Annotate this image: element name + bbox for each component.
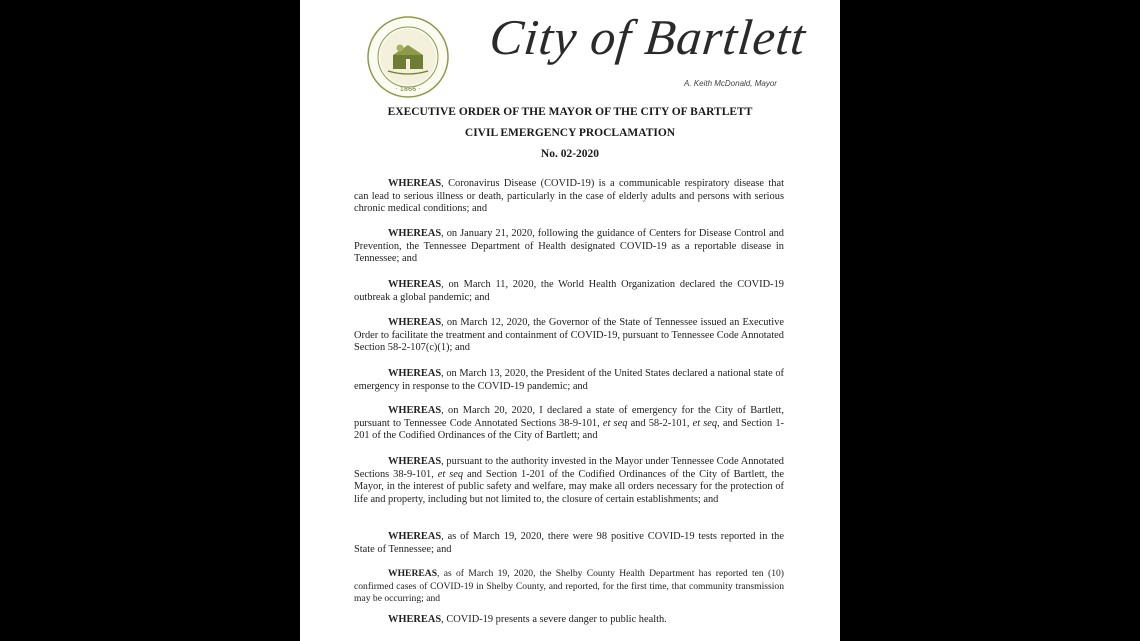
citation-italic: et seq bbox=[437, 468, 464, 480]
order-title: EXECUTIVE ORDER OF THE MAYOR OF THE CITY OF BARTLETT bbox=[387, 106, 753, 118]
order-number: No. 02-2020 bbox=[540, 148, 600, 160]
whereas-lead: WHEREAS bbox=[388, 368, 442, 379]
whereas-lead: WHEREAS bbox=[388, 279, 442, 290]
document-page bbox=[300, 0, 840, 641]
citation-italic: et seq bbox=[602, 417, 628, 429]
whereas-paragraph-3: WHEREAS, on March 11, 2020, the World Health Organization declared the COVID-19 outbreak a global pandemic; and bbox=[354, 279, 784, 303]
proclamation-title: CIVIL EMERGENCY PROCLAMATION bbox=[464, 127, 676, 139]
whereas-lead: WHEREAS bbox=[388, 317, 442, 328]
whereas-paragraph-5: WHEREAS, on March 13, 2020, the President of the United States declared a national state of emergency in response to the COVID-19 pandemic; and bbox=[354, 368, 784, 392]
whereas-paragraph-6: WHEREAS, on March 20, 2020, I declared a state of emergency for the City of Bartlett, pursuant to Tennessee Code Annotated Sections 38-9-101, et seq and 58-2-101, et seq, and Section 1-201 of the Codified Ordinances of the City of Bartlett; and bbox=[354, 405, 784, 442]
whereas-paragraph-2: WHEREAS, on January 21, 2020, following the guidance of Centers for Disease Control and Prevention, the Tennessee Department of Health designated COVID-19 as a reportable disease in Tennessee; and bbox=[354, 228, 784, 265]
whereas-paragraph-9: WHEREAS, as of March 19, 2020, the Shelby County Health Department has reported ten (10) confirmed cases of COVID-19 in Shelby County, and reported, for the first time, that community transmission may be occurring; and bbox=[354, 568, 784, 605]
whereas-paragraph-7: WHEREAS, pursuant to the authority invested in the Mayor under Tennessee Code Annotated Sections 38-9-101, et seq and Section 1-201 of the Codified Ordinances of the City of Bartlett, the Mayor, in the interest of public safety and welfare, may make all orders necessary for the protection of life and property, including but not limited to, the closure of certain establishments; and bbox=[354, 456, 784, 505]
whereas-paragraph-8: WHEREAS, as of March 19, 2020, there were 98 positive COVID-19 tests reported in the State of Tennessee; and bbox=[354, 531, 784, 555]
whereas-lead: WHEREAS bbox=[388, 228, 442, 239]
whereas-lead: WHEREAS bbox=[388, 456, 442, 467]
whereas-paragraph-10: WHEREAS, COVID-19 presents a severe danger to public health. bbox=[388, 614, 667, 625]
mayor-name: A. Keith McDonald, Mayor bbox=[684, 79, 777, 88]
whereas-lead: WHEREAS bbox=[388, 178, 442, 189]
svg-text:· 1866 ·: · 1866 · bbox=[395, 85, 421, 93]
citation-italic: et seq bbox=[692, 417, 718, 429]
whereas-paragraph-4: WHEREAS, on March 12, 2020, the Governor of the State of Tennessee issued an Executive Order to facilitate the treatment and containment of COVID-19, pursuant to Tennessee Code Annotated Section 58-2-107(c)(1); and bbox=[354, 317, 784, 354]
city-seal-icon bbox=[366, 15, 450, 99]
whereas-paragraph-1: WHEREAS, Coronavirus Disease (COVID-19) is a communicable respiratory disease that can lead to serious illness or death, particularly in the case of elderly adults and persons with serious chronic medical conditions; and bbox=[354, 178, 784, 215]
whereas-lead: WHEREAS bbox=[388, 405, 442, 416]
whereas-lead: WHEREAS bbox=[388, 614, 442, 625]
whereas-lead: WHEREAS bbox=[388, 568, 438, 579]
whereas-lead: WHEREAS bbox=[388, 531, 442, 542]
city-name-logo: City of Bartlett bbox=[487, 9, 809, 65]
